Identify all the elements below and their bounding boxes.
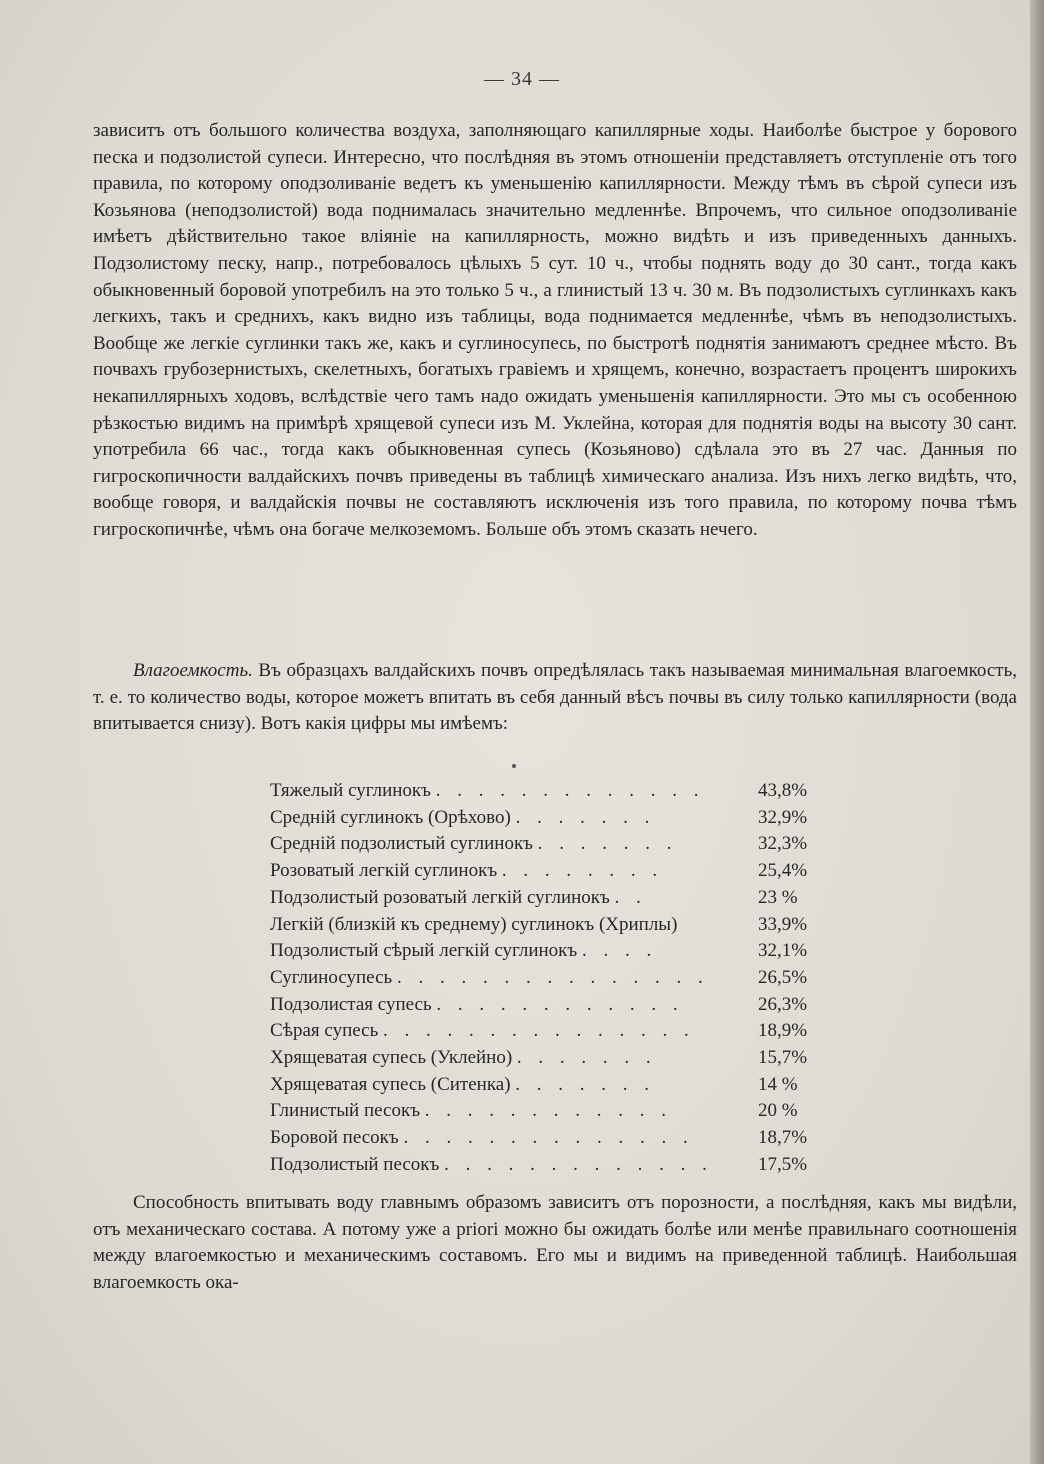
- soil-type-cell: [270, 858, 752, 885]
- soil-type-cell: [270, 1098, 752, 1125]
- print-speck: [512, 764, 516, 768]
- dot-leader: . . . . . . . . . . . .: [436, 993, 684, 1015]
- table-row: [270, 885, 838, 912]
- soil-type-cell: [270, 885, 752, 912]
- table-row: [270, 965, 838, 992]
- water-capacity-value: 18,9%: [758, 1020, 808, 1042]
- page-edge-shadow: [1030, 0, 1044, 1464]
- water-capacity-value: 17,5%: [758, 1153, 808, 1175]
- water-capacity-value: 15,7%: [758, 1047, 808, 1069]
- soil-type-label: Подзолистый песокъ: [270, 1153, 440, 1175]
- soil-type-label: Легкій (близкій къ среднему) суглинокъ (Хриплы): [270, 913, 678, 935]
- paragraph-text: зависитъ отъ большого количества воздуха, заполняющаго капиллярные ходы. Наиболѣе быстрое у борового песка и подзолистой супеси. Интересно, что послѣдняя въ этомъ отношеніи представляетъ отступленіе отъ того правила, по которому оподзоливаніе ведетъ къ уменьшенію капиллярности. Между тѣмъ въ сѣрой супеси изъ Козьянова (неподзолистой) вода поднималась значительно медленнѣе. Впрочемъ, что сильное оподзоливаніе имѣетъ дѣйствительно такое вліяніе на капиллярность, можно видѣть и изъ приведенныхъ данныхъ. Подзолистому песку, напр., потребовалось цѣлыхъ 5 сут. 10 ч., чтобы поднять воду до 30 сант., тогда какъ обыкновенный боровой употребилъ на это только 5 ч., а глинистый 13 ч. 30 м. Въ подзолистыхъ суглинкахъ какъ легкихъ, такъ и среднихъ, какъ видно изъ таблицы, вода поднимается медленнѣе, чѣмъ въ неподзолистыхъ. Вообще же легкіе суглинки такъ же, какъ и суглиносупесь, по быстротѣ поднятія занимаютъ среднее мѣсто. Въ почвахъ грубозернистыхъ, скелетныхъ, богатыхъ гравіемъ и хрящемъ, конечно, возрастаетъ процентъ широкихъ некапиллярныхъ ходовъ, вслѣдствіе чего тамъ надо ожидать уменьшенія капиллярности. Это мы съ особенною рѣзкостью видимъ на примѣрѣ хрящевой супеси изъ М. Уклейна, которая для поднятія воды на высоту 30 сант. употребила 66 час., тогда какъ обыкновенная супесь (Козьяново) сдѣлала это въ 27 час. Данныя по гигроскопичности валдайскихъ почвъ приведены въ таблицѣ химическаго анализа. Изъ нихъ легко видѣть, что, вообще говоря, и валдайскія почвы не составляютъ исключенія изъ того правила, по которому почва тѣмъ гигроскопичнѣе, чѣмъ она богаче мелкоземомъ. Больше объ этомъ сказать нечего.: [93, 120, 1017, 540]
- soil-type-label: Хрящеватая супесь (Ситенка): [270, 1073, 511, 1095]
- dot-leader: . . . . . . .: [515, 1073, 656, 1095]
- dot-leader: . . . . . . . . . . . . . . .: [383, 1020, 695, 1042]
- soil-type-label: Средній суглинокъ (Орѣхово): [270, 806, 511, 828]
- soil-type-cell: [270, 1018, 752, 1045]
- table-row: [270, 1098, 838, 1125]
- soil-type-label: Глинистый песокъ: [270, 1100, 421, 1122]
- dot-leader: . . . . . . .: [515, 806, 656, 828]
- water-capacity-value: 26,5%: [758, 966, 808, 988]
- table-row: [270, 1045, 838, 1072]
- soil-type-label: Сѣрая супесь: [270, 1020, 379, 1042]
- water-capacity-value: 18,7%: [758, 1127, 808, 1149]
- water-capacity-value: 25,4%: [758, 860, 808, 882]
- soil-type-cell: [270, 805, 752, 832]
- water-capacity-table: [270, 778, 838, 1179]
- soil-type-label: Средній подзолистый суглинокъ: [270, 833, 534, 855]
- table-row: [270, 1072, 838, 1099]
- table-row: [270, 1018, 838, 1045]
- paragraph-text: Способность впитывать воду главнымъ образомъ зависитъ отъ порозности, а послѣдняя, какъ мы видѣли, отъ механическаго состава. А потому уже a priori можно бы ожидать болѣе или менѣе правильнаго соотношенія между влагоемкостью и механическимъ составомъ. Его мы и видимъ на приведенной таблицѣ. Наибольшая влагоемкость ока-: [93, 1192, 1017, 1293]
- soil-type-cell: [270, 912, 752, 939]
- dot-leader: . .: [614, 886, 647, 908]
- dot-leader: . . . . . . .: [516, 1047, 657, 1069]
- dot-leader: . . . .: [582, 940, 658, 962]
- soil-type-cell: [270, 1072, 752, 1099]
- water-capacity-value: 33,9%: [758, 913, 808, 935]
- table-body: [270, 778, 838, 1179]
- water-capacity-value: 43,8%: [758, 780, 808, 801]
- dot-leader: . . . . . . . . . . . .: [424, 1100, 673, 1122]
- soil-type-cell: [270, 1125, 752, 1152]
- water-capacity-value: 20 %: [758, 1100, 798, 1122]
- water-capacity-value: 14 %: [758, 1073, 798, 1095]
- soil-type-label: Боровой песокъ: [270, 1127, 399, 1149]
- dot-leader: . . . . . . . .: [501, 860, 664, 882]
- soil-type-label: Подзолистый розоватый легкій суглинокъ: [270, 886, 610, 908]
- table-row: [270, 1152, 838, 1179]
- water-capacity-value: 32,9%: [758, 806, 808, 828]
- table-row: [270, 858, 838, 885]
- soil-type-cell: [270, 938, 752, 965]
- table-row: [270, 831, 838, 858]
- section-term: Влагоемкость.: [133, 660, 253, 681]
- soil-type-label: Подзолистый сѣрый легкій суглинокъ: [270, 940, 578, 962]
- dot-leader: . . . . . . . . . . . . .: [444, 1153, 713, 1175]
- table-row: [270, 778, 838, 805]
- table-row: [270, 805, 838, 832]
- dot-leader: . . . . . . . . . . . . . . .: [396, 966, 709, 988]
- soil-type-label: Хрящеватая супесь (Уклейно): [270, 1047, 513, 1069]
- soil-type-cell: [270, 1045, 752, 1072]
- soil-type-label: Розоватый легкій суглинокъ: [270, 860, 498, 882]
- table-row: [270, 938, 838, 965]
- water-capacity-value: 32,3%: [758, 833, 808, 855]
- table-row: [270, 912, 838, 939]
- table-row: [270, 992, 838, 1019]
- paragraph-water-capacity: [93, 658, 1017, 738]
- soil-type-label: Подзолистая супесь: [270, 993, 432, 1015]
- paragraph-porosity: [93, 1190, 1017, 1296]
- soil-type-cell: [270, 831, 752, 858]
- soil-type-cell: [270, 1152, 752, 1179]
- water-capacity-value: 23 %: [758, 886, 798, 908]
- soil-type-cell: [270, 965, 752, 992]
- page-number: — 34 —: [484, 68, 560, 90]
- water-capacity-value: 26,3%: [758, 993, 808, 1015]
- water-capacity-value: 32,1%: [758, 940, 808, 962]
- soil-type-label: Суглиносупесь: [270, 966, 393, 988]
- paragraph-body: Въ образцахъ валдайскихъ почвъ опредѣлялась такъ называемая минимальная влагоемкость, т. е. то количество воды, которое можетъ впитать въ себя данный вѣсъ почвы въ силу только капиллярности (вода впитывается снизу). Вотъ какія цифры мы имѣемъ:: [93, 660, 1017, 735]
- soil-type-label: Тяжелый суглинокъ: [270, 780, 431, 801]
- table-row: [270, 1125, 838, 1152]
- dot-leader: . . . . . . . . . . . . .: [435, 780, 705, 801]
- dot-leader: . . . . . . .: [537, 833, 678, 855]
- paragraph-text: [93, 658, 1017, 738]
- soil-type-cell: [270, 992, 752, 1019]
- soil-type-cell: [270, 778, 752, 805]
- paragraph-capillarity: [93, 118, 1017, 544]
- dot-leader: . . . . . . . . . . . . . .: [403, 1127, 694, 1149]
